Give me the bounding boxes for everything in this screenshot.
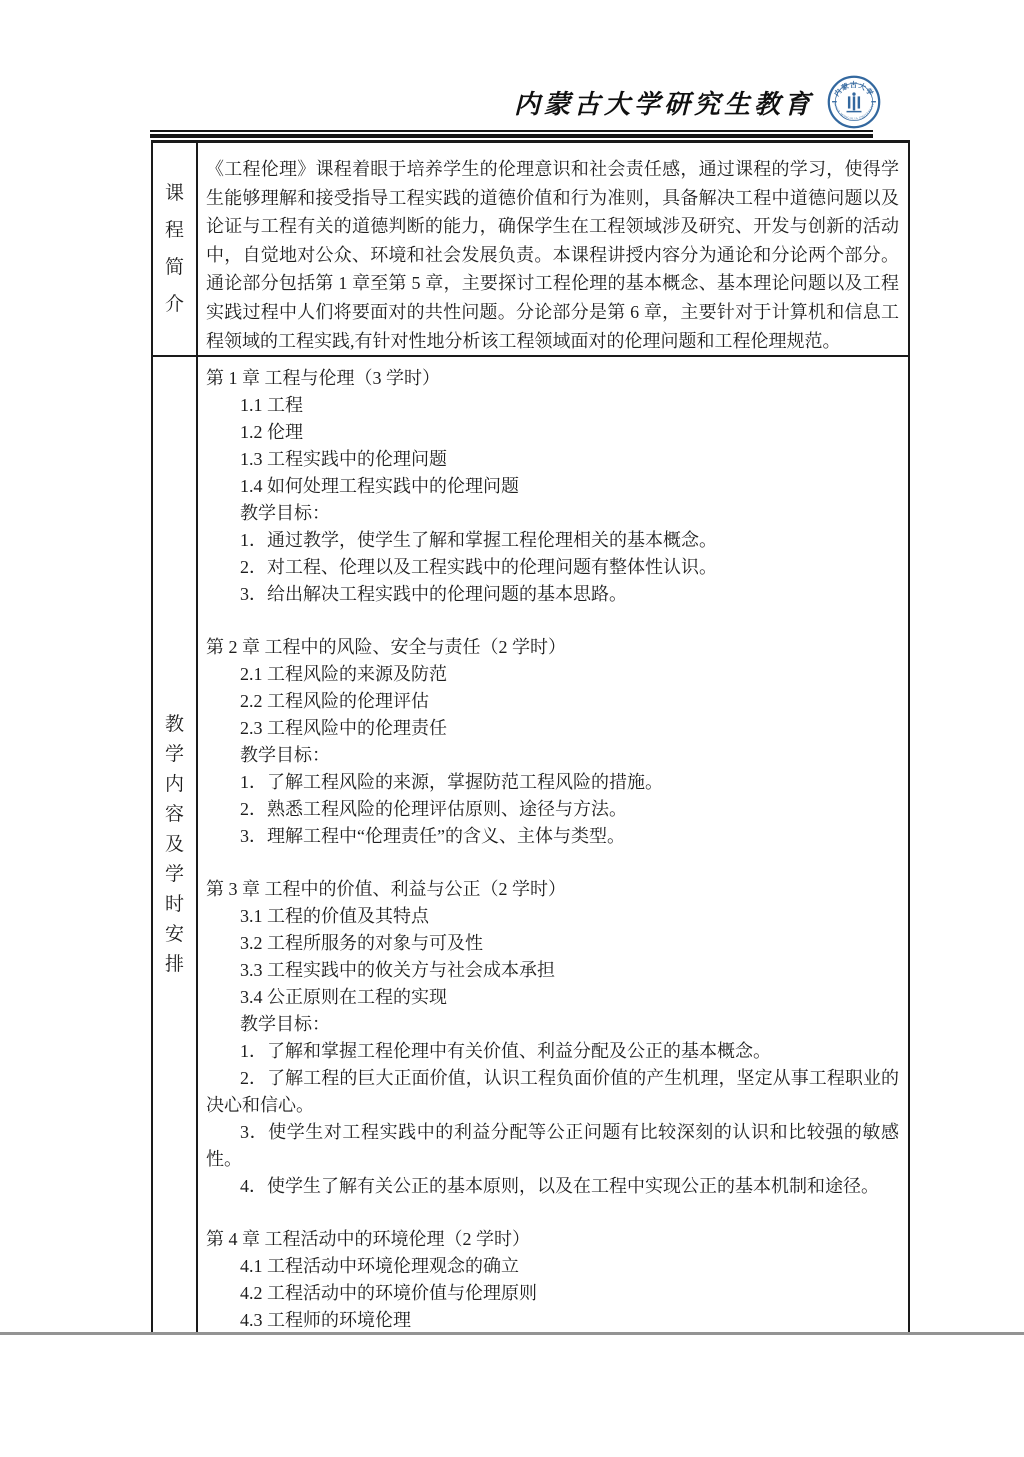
objective-item: 3．使学生对工程实践中的利益分配等公正问题有比较深刻的认识和比较强的敏感性。 (206, 1122, 899, 1169)
objectives-label: 教学目标： (240, 1014, 330, 1034)
section-item: 4.1 工程活动中环境伦理观念的确立 (240, 1256, 519, 1276)
objective-item: 4．使学生了解有关公正的基本原则，以及在工程中实现公正的基本机制和途径。 (240, 1176, 879, 1196)
vertical-label-char: 内 (164, 774, 184, 795)
section-item: 2.3 工程风险中的伦理责任 (240, 718, 447, 738)
section-item: 1.2 伦理 (240, 422, 303, 442)
objective-item: 1．了解和掌握工程伦理中有关价值、利益分配及公正的基本概念。 (240, 1041, 771, 1061)
section-item: 3.1 工程的价值及其特点 (240, 906, 429, 926)
objective-item: 3．理解工程中“伦理责任”的含义、主体与类型。 (240, 826, 625, 846)
syllabus-table (151, 140, 910, 1333)
objective-item: 2．熟悉工程风险的伦理评估原则、途径与方法。 (240, 799, 627, 819)
row-label-teaching-content (153, 357, 198, 1333)
vertical-label-char: 及 (164, 834, 184, 855)
university-seal-icon (826, 74, 882, 130)
vertical-label-char: 课 (164, 183, 184, 204)
vertical-label-char: 学 (164, 864, 184, 885)
section-item: 4.2 工程活动中的环境价值与伦理原则 (240, 1283, 537, 1303)
objectives-label: 教学目标： (240, 745, 330, 765)
vertical-label-char: 程 (164, 220, 184, 241)
course-intro-paragraph: 《工程伦理》课程着眼于培养学生的伦理意识和社会责任感，通过课程的学习，使得学生能够理解和接受指导工程实践的道德价值和行为准则，具备解决工程中道德问题以及论证与工程有关的道德判断的能力，确保学生在工程领域涉及研究、开发与创新的活动中，自觉地对公众、环境和社会发展负责。本课程讲授内容分为通论和分论两个部分。通论部分包括第 1 章至第 5 章，主要探讨工程伦理的基本概念、基本理论问题以及工程实践过程中人们将要面对的共性问题。分论部分是第 6 章，主要针对于计算机和信息工程领域的工程实践,有针对性地分析该工程领域面对的伦理问题和工程伦理规范。 (206, 159, 899, 351)
vertical-label-char: 排 (164, 954, 184, 975)
section-item: 3.2 工程所服务的对象与可及性 (240, 933, 483, 953)
chapter-block (206, 876, 899, 1200)
vertical-label-char: 安 (164, 924, 184, 945)
objective-item: 1．通过教学，使学生了解和掌握工程伦理相关的基本概念。 (240, 530, 717, 550)
objective-item: 2．对工程、伦理以及工程实践中的伦理问题有整体性认识。 (240, 557, 717, 577)
section-item: 1.3 工程实践中的伦理问题 (240, 449, 447, 469)
vertical-label-char: 介 (164, 294, 184, 315)
course-intro-cell (198, 143, 908, 355)
seal-text-en: INNER MONGOLIA UNIVERSITY (832, 102, 876, 121)
vertical-label-char: 学 (164, 744, 184, 765)
chapter-block (206, 365, 899, 608)
objectives-label: 教学目标： (240, 503, 330, 523)
chapter-title: 第 2 章 工程中的风险、安全与责任（2 学时） (206, 637, 566, 657)
objective-item: 3．给出解决工程实践中的伦理问题的基本思路。 (240, 584, 627, 604)
teaching-content-cell (198, 357, 908, 1333)
university-header-title: 内蒙古大学研究生教育 (513, 90, 814, 119)
section-item: 1.1 工程 (240, 395, 303, 415)
seal-text-cn: 内蒙古大学 (832, 81, 876, 99)
chapter-block (206, 634, 899, 850)
header-rule (150, 130, 873, 138)
vertical-label-char: 教 (164, 714, 184, 735)
course-intro-row (153, 143, 908, 357)
objective-item: 1．了解工程风险的来源，掌握防范工程风险的措施。 (240, 772, 663, 792)
chapter-block (206, 1226, 899, 1333)
section-item: 4.3 工程师的环境伦理 (240, 1310, 411, 1330)
vertical-label-char: 简 (164, 257, 184, 278)
chapter-title: 第 1 章 工程与伦理（3 学时） (206, 368, 440, 388)
section-item: 1.4 如何处理工程实践中的伦理问题 (240, 476, 519, 496)
objective-item: 2．了解工程的巨大正面价值，认识工程负面价值的产生机理，坚定从事工程职业的决心和信心。 (206, 1068, 899, 1115)
section-item: 2.1 工程风险的来源及防范 (240, 664, 447, 684)
teaching-content-row (153, 357, 908, 1333)
chapter-title: 第 4 章 工程活动中的环境伦理（2 学时） (206, 1229, 530, 1249)
vertical-label-char: 容 (164, 804, 184, 825)
page-break-line (0, 1332, 1024, 1335)
section-item: 2.2 工程风险的伦理评估 (240, 691, 429, 711)
section-item: 3.4 公正原则在工程的实现 (240, 987, 447, 1007)
chapter-title: 第 3 章 工程中的价值、利益与公正（2 学时） (206, 879, 566, 899)
row-label-course-intro (153, 143, 198, 355)
section-item: 3.3 工程实践中的攸关方与社会成本承担 (240, 960, 555, 980)
vertical-label-char: 时 (164, 894, 184, 915)
